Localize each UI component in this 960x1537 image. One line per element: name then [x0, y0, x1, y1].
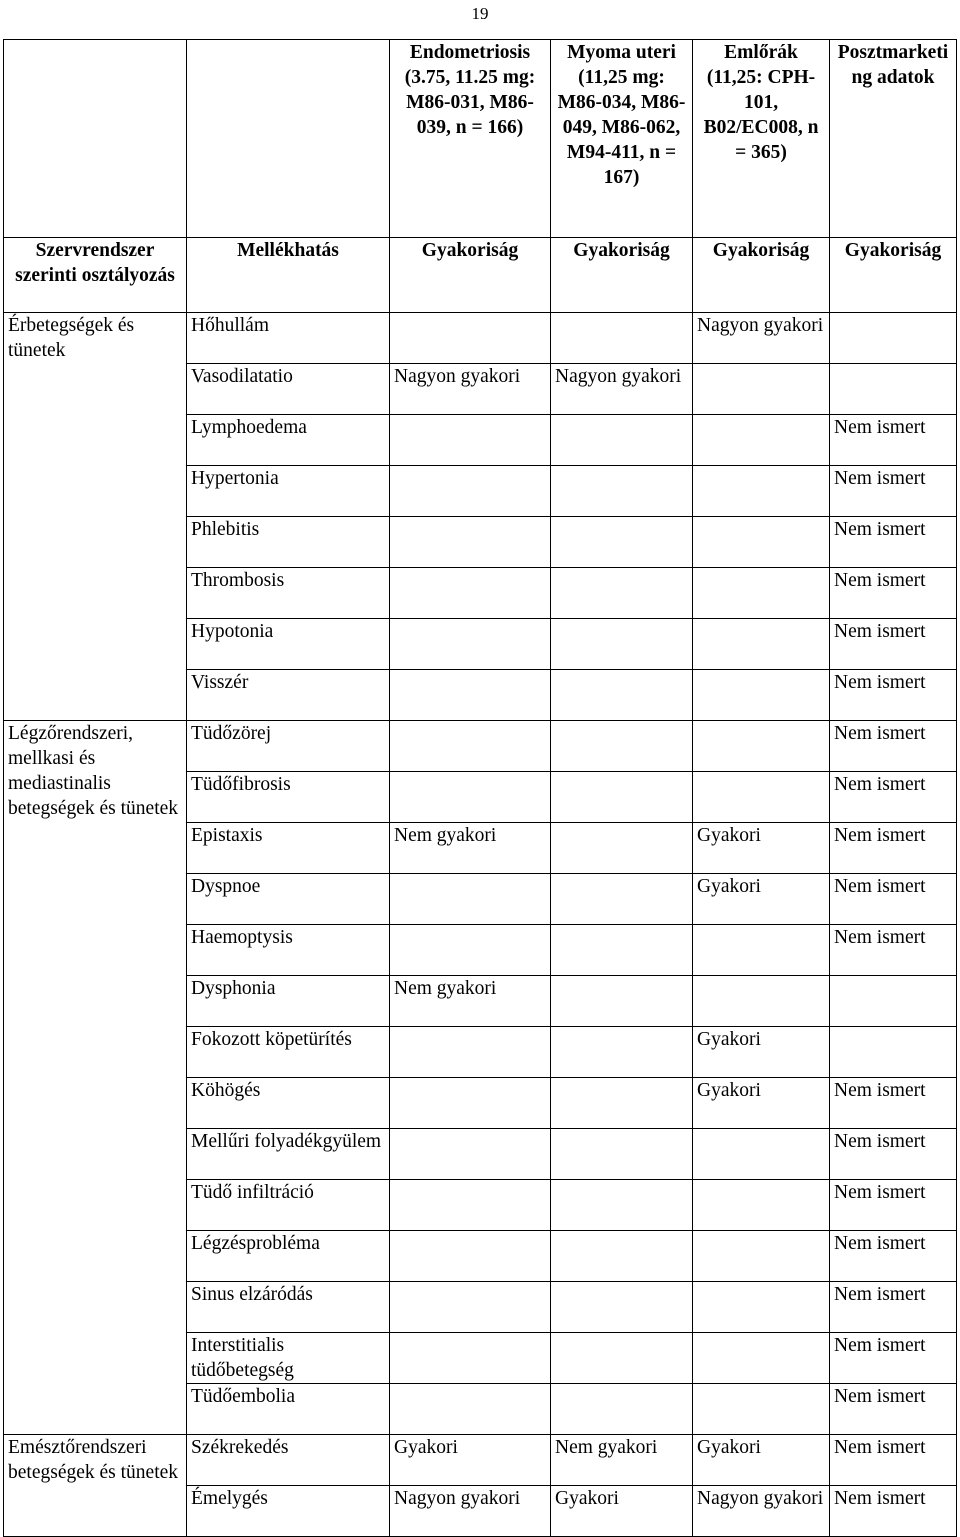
endometriosis-frequency-cell [390, 1282, 551, 1333]
myoma-frequency-cell [551, 1282, 693, 1333]
emlorak-frequency-cell [693, 1129, 830, 1180]
myoma-frequency-cell [551, 1129, 693, 1180]
myoma-frequency-cell [551, 823, 693, 874]
emlorak-frequency-cell [693, 1384, 830, 1435]
emlorak-frequency-cell: Gyakori [693, 823, 830, 874]
header-cell-blank-2 [187, 40, 390, 238]
effect-cell: Légzésprobléma [187, 1231, 390, 1282]
posztmarketing-frequency-cell [830, 364, 957, 415]
emlorak-frequency-cell: Gyakori [693, 1078, 830, 1129]
emlorak-frequency-cell [693, 364, 830, 415]
myoma-frequency-cell [551, 670, 693, 721]
myoma-frequency-cell [551, 1333, 693, 1384]
table-row [4, 721, 957, 772]
myoma-frequency-cell [551, 1231, 693, 1282]
table-row [4, 1435, 957, 1486]
posztmarketing-frequency-cell: Nem ismert [830, 415, 957, 466]
endometriosis-frequency-cell [390, 568, 551, 619]
endometriosis-frequency-cell [390, 517, 551, 568]
effect-cell: Köhögés [187, 1078, 390, 1129]
emlorak-frequency-cell [693, 976, 830, 1027]
system-class-cell: Légzőrendszeri, mellkasi és mediastinalis betegségek és tünetek [4, 721, 187, 1435]
posztmarketing-frequency-cell: Nem ismert [830, 874, 957, 925]
posztmarketing-frequency-cell: Nem ismert [830, 823, 957, 874]
myoma-frequency-cell [551, 517, 693, 568]
endometriosis-frequency-cell [390, 313, 551, 364]
endometriosis-frequency-cell: Nem gyakori [390, 823, 551, 874]
emlorak-frequency-cell [693, 1333, 830, 1384]
posztmarketing-frequency-cell: Nem ismert [830, 721, 957, 772]
posztmarketing-frequency-cell: Nem ismert [830, 1231, 957, 1282]
emlorak-frequency-cell: Nagyon gyakori [693, 1486, 830, 1537]
effect-cell: Vasodilatatio [187, 364, 390, 415]
effect-cell: Thrombosis [187, 568, 390, 619]
posztmarketing-frequency-cell: Nem ismert [830, 1180, 957, 1231]
subheader-system-class: Szervrendszer szerinti osztályozás [4, 238, 187, 313]
effect-cell: Székrekedés [187, 1435, 390, 1486]
myoma-frequency-cell [551, 925, 693, 976]
page-number: 19 [471, 4, 489, 23]
posztmarketing-frequency-cell: Nem ismert [830, 1333, 957, 1384]
emlorak-frequency-cell [693, 1231, 830, 1282]
endometriosis-frequency-cell [390, 721, 551, 772]
myoma-frequency-cell [551, 568, 693, 619]
emlorak-frequency-cell [693, 670, 830, 721]
effect-cell: Visszér [187, 670, 390, 721]
header-cell-blank-1 [4, 40, 187, 238]
emlorak-frequency-cell [693, 568, 830, 619]
posztmarketing-frequency-cell: Nem ismert [830, 1435, 957, 1486]
myoma-frequency-cell [551, 976, 693, 1027]
myoma-frequency-cell [551, 466, 693, 517]
endometriosis-frequency-cell [390, 1078, 551, 1129]
emlorak-frequency-cell: Nagyon gyakori [693, 313, 830, 364]
effect-cell: Hőhullám [187, 313, 390, 364]
effect-cell: Mellűri folyadékgyülem [187, 1129, 390, 1180]
effect-cell: Sinus elzáródás [187, 1282, 390, 1333]
emlorak-frequency-cell [693, 619, 830, 670]
effect-cell: Lymphoedema [187, 415, 390, 466]
posztmarketing-frequency-cell: Nem ismert [830, 1282, 957, 1333]
endometriosis-frequency-cell [390, 925, 551, 976]
emlorak-frequency-cell [693, 517, 830, 568]
myoma-frequency-cell: Nagyon gyakori [551, 364, 693, 415]
emlorak-frequency-cell [693, 466, 830, 517]
endometriosis-frequency-cell [390, 1180, 551, 1231]
effect-cell: Dysphonia [187, 976, 390, 1027]
endometriosis-frequency-cell: Nagyon gyakori [390, 364, 551, 415]
emlorak-frequency-cell [693, 1282, 830, 1333]
subheader-frequency-2: Gyakoriság [551, 238, 693, 313]
subheader-effect: Mellékhatás [187, 238, 390, 313]
endometriosis-frequency-cell [390, 1231, 551, 1282]
myoma-frequency-cell [551, 619, 693, 670]
posztmarketing-frequency-cell: Nem ismert [830, 1078, 957, 1129]
table-row [4, 313, 957, 364]
effect-cell: Tüdő infiltráció [187, 1180, 390, 1231]
posztmarketing-frequency-cell: Nem ismert [830, 1384, 957, 1435]
posztmarketing-frequency-cell: Nem ismert [830, 568, 957, 619]
myoma-frequency-cell [551, 1180, 693, 1231]
subheader-frequency-3: Gyakoriság [693, 238, 830, 313]
myoma-frequency-cell [551, 874, 693, 925]
emlorak-frequency-cell: Gyakori [693, 1435, 830, 1486]
effect-cell: Interstitialis tüdőbetegség [187, 1333, 390, 1384]
emlorak-frequency-cell [693, 772, 830, 823]
posztmarketing-frequency-cell: Nem ismert [830, 619, 957, 670]
endometriosis-frequency-cell [390, 670, 551, 721]
effect-cell: Haemoptysis [187, 925, 390, 976]
effect-cell: Tüdőfibrosis [187, 772, 390, 823]
posztmarketing-frequency-cell: Nem ismert [830, 1129, 957, 1180]
endometriosis-frequency-cell [390, 466, 551, 517]
system-class-cell: Emésztőrendszeri betegségek és tünetek [4, 1435, 187, 1537]
subheader-frequency-1: Gyakoriság [390, 238, 551, 313]
posztmarketing-frequency-cell: Nem ismert [830, 1486, 957, 1537]
effect-cell: Hypertonia [187, 466, 390, 517]
myoma-frequency-cell [551, 1078, 693, 1129]
endometriosis-frequency-cell [390, 1333, 551, 1384]
posztmarketing-frequency-cell: Nem ismert [830, 772, 957, 823]
effect-cell: Fokozott köpetürítés [187, 1027, 390, 1078]
adverse-effects-table [3, 39, 957, 1537]
myoma-frequency-cell [551, 415, 693, 466]
subheader-frequency-4: Gyakoriság [830, 238, 957, 313]
effect-cell: Dyspnoe [187, 874, 390, 925]
effect-cell: Epistaxis [187, 823, 390, 874]
header-posztmarketing: Posztmarketing adatok [830, 40, 957, 238]
posztmarketing-frequency-cell [830, 976, 957, 1027]
endometriosis-frequency-cell: Nem gyakori [390, 976, 551, 1027]
effect-cell: Émelygés [187, 1486, 390, 1537]
myoma-frequency-cell [551, 1384, 693, 1435]
header-endometriosis: Endometriosis (3.75, 11.25 mg: M86-031, M86-039, n = 166) [390, 40, 551, 238]
endometriosis-frequency-cell [390, 1384, 551, 1435]
endometriosis-frequency-cell: Gyakori [390, 1435, 551, 1486]
myoma-frequency-cell [551, 313, 693, 364]
endometriosis-frequency-cell [390, 619, 551, 670]
system-class-cell: Érbetegségek és tünetek [4, 313, 187, 721]
emlorak-frequency-cell [693, 1180, 830, 1231]
header-emlorak: Emlőrák (11,25: CPH-101, B02/EC008, n = 365) [693, 40, 830, 238]
effect-cell: Phlebitis [187, 517, 390, 568]
endometriosis-frequency-cell [390, 415, 551, 466]
posztmarketing-frequency-cell [830, 313, 957, 364]
emlorak-frequency-cell [693, 925, 830, 976]
header-myoma-uteri: Myoma uteri (11,25 mg: M86-034, M86-049, M86-062, M94-411, n = 167) [551, 40, 693, 238]
endometriosis-frequency-cell: Nagyon gyakori [390, 1486, 551, 1537]
posztmarketing-frequency-cell: Nem ismert [830, 925, 957, 976]
myoma-frequency-cell: Gyakori [551, 1486, 693, 1537]
endometriosis-frequency-cell [390, 1027, 551, 1078]
myoma-frequency-cell [551, 1027, 693, 1078]
endometriosis-frequency-cell [390, 772, 551, 823]
effect-cell: Tüdőembolia [187, 1384, 390, 1435]
emlorak-frequency-cell: Gyakori [693, 1027, 830, 1078]
myoma-frequency-cell [551, 721, 693, 772]
effect-cell: Hypotonia [187, 619, 390, 670]
endometriosis-frequency-cell [390, 874, 551, 925]
posztmarketing-frequency-cell: Nem ismert [830, 517, 957, 568]
posztmarketing-frequency-cell [830, 1027, 957, 1078]
emlorak-frequency-cell [693, 721, 830, 772]
posztmarketing-frequency-cell: Nem ismert [830, 466, 957, 517]
posztmarketing-frequency-cell: Nem ismert [830, 670, 957, 721]
effect-cell: Tüdőzörej [187, 721, 390, 772]
emlorak-frequency-cell [693, 415, 830, 466]
subheader-row [4, 238, 957, 313]
emlorak-frequency-cell: Gyakori [693, 874, 830, 925]
myoma-frequency-cell [551, 772, 693, 823]
myoma-frequency-cell: Nem gyakori [551, 1435, 693, 1486]
header-row [4, 40, 957, 238]
endometriosis-frequency-cell [390, 1129, 551, 1180]
